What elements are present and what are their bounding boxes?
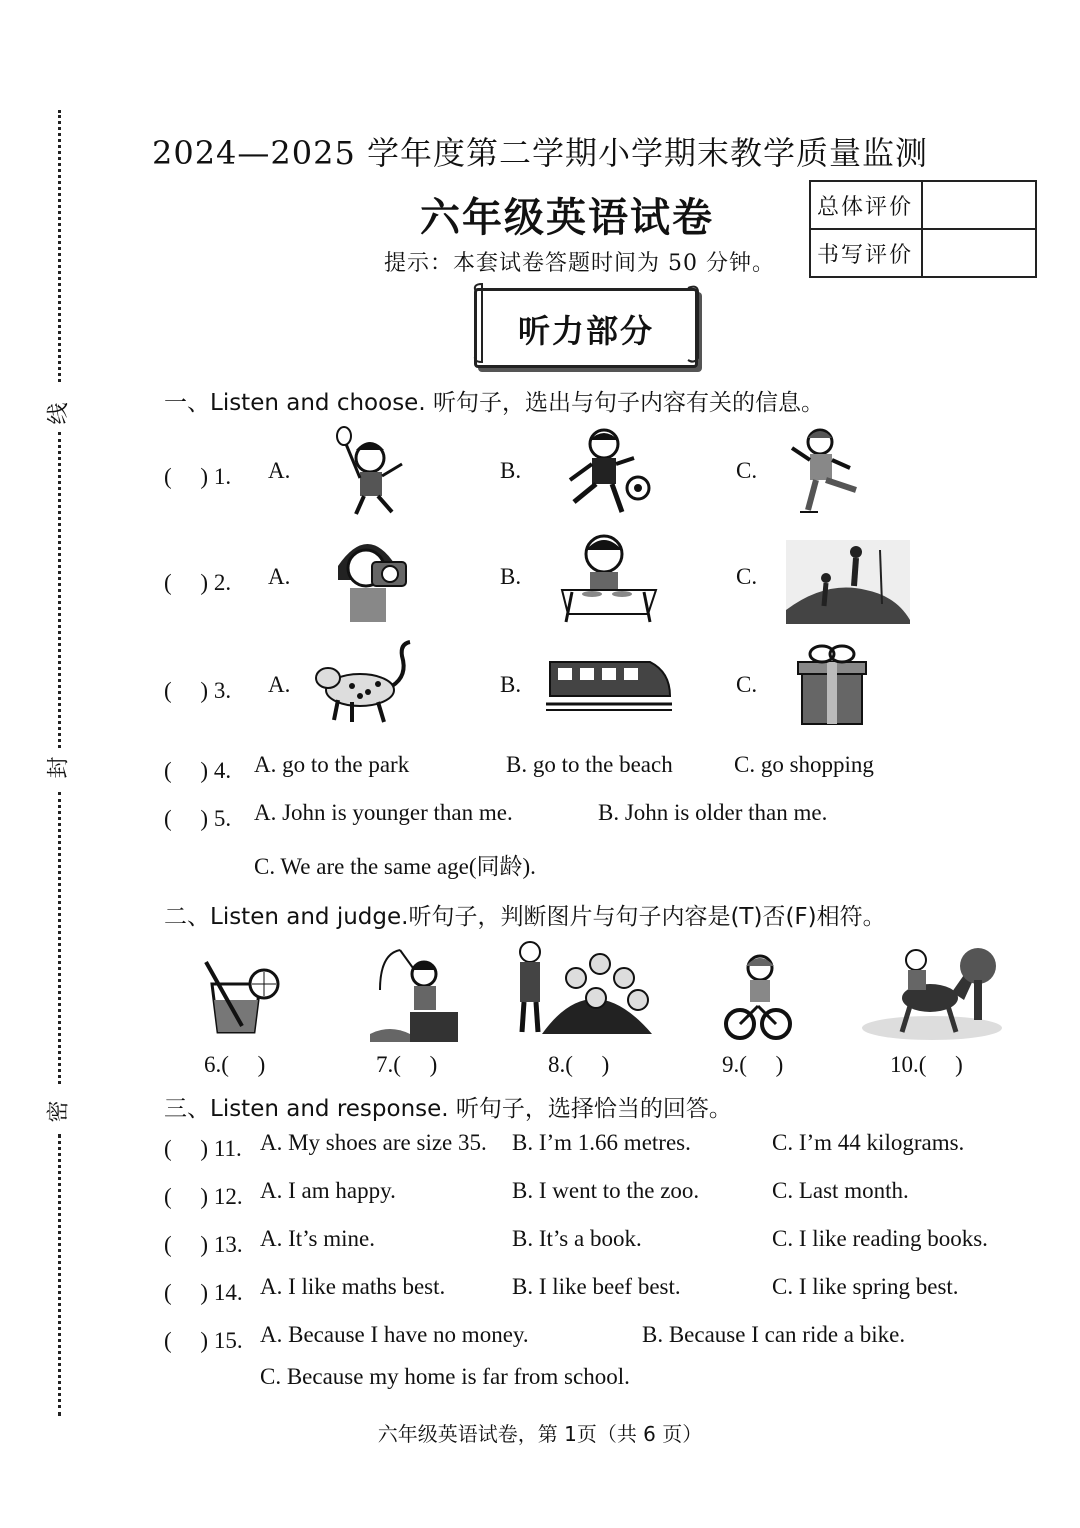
section2-title: 二、Listen and judge.听句子，判断图片与句子内容是(T)否(F)相符。 — [164, 904, 886, 930]
section1-title: 一、Listen and choose. 听句子，选出与句子内容有关的信息。 — [164, 390, 824, 416]
binding-char-feng: 封 — [46, 756, 72, 779]
q14-option-b: B. I like beef best. — [512, 1274, 681, 1299]
q5-option-b: B. John is older than me. — [598, 800, 828, 825]
page-footer: 六年级英语试卷，第 1页（共 6 页） — [377, 1422, 703, 1446]
q12-option-c: C. Last month. — [772, 1178, 909, 1203]
q5-option-c: C. We are the same age(同龄). — [254, 854, 536, 879]
binding-dotted-line — [58, 432, 61, 748]
q4-option-c: C. go shopping — [734, 752, 874, 777]
judge-8-label: 8.( ) — [548, 1052, 610, 1077]
hiking-icon — [786, 540, 910, 624]
q14-option-c: C. I like spring best. — [772, 1274, 959, 1299]
camera-girl-icon — [330, 526, 414, 626]
dining-boy-icon — [552, 532, 660, 624]
exam-subtitle: 六年级英语试卷 — [420, 195, 714, 241]
section3-title: 三、Listen and response. 听句子，选择恰当的回答。 — [164, 1096, 732, 1122]
q4-option-a: A. go to the park — [254, 752, 410, 777]
eval-overall-label: 总体评价 — [810, 181, 922, 229]
q3-option-a: A. — [268, 672, 291, 697]
evaluation-table — [809, 180, 1037, 278]
judge-6-label: 6.( ) — [204, 1052, 266, 1077]
judge-10-label: 10.( ) — [890, 1052, 963, 1077]
q14-option-a: A. I like maths best. — [260, 1274, 446, 1299]
q1-option-c: C. — [736, 458, 758, 483]
q15-option-c: C. Because my home is far from school. — [260, 1364, 630, 1389]
q2-option-c: C. — [736, 564, 758, 589]
q3-option-c: C. — [736, 672, 758, 697]
group-photo-icon — [512, 938, 656, 1034]
q13-number: ( ) 13. — [164, 1232, 243, 1257]
q15-option-a: A. Because I have no money. — [260, 1322, 529, 1347]
eval-writing-box[interactable] — [922, 229, 1036, 277]
time-hint: 提示：本套试卷答题时间为 50 分钟。 — [384, 251, 775, 276]
q15-number: ( ) 15. — [164, 1328, 243, 1353]
fishing-icon — [370, 942, 458, 1044]
q1-option-a: A. — [268, 458, 291, 483]
q2-option-b: B. — [500, 564, 522, 589]
q13-option-c: C. I like reading books. — [772, 1226, 988, 1251]
binding-dotted-line — [58, 792, 61, 1084]
q5-option-a: A. John is younger than me. — [254, 800, 513, 825]
binding-dotted-line — [58, 1134, 61, 1416]
badminton-icon — [332, 424, 412, 518]
binding-char-xian: 线 — [46, 402, 72, 425]
q11-number: ( ) 11. — [164, 1136, 242, 1161]
q13-option-b: B. It’s a book. — [512, 1226, 642, 1251]
q14-number: ( ) 14. — [164, 1280, 243, 1305]
q12-option-a: A. I am happy. — [260, 1178, 396, 1203]
q3-option-b: B. — [500, 672, 522, 697]
q12-number: ( ) 12. — [164, 1184, 243, 1209]
listening-part-title: 听力部分 — [517, 312, 654, 350]
horse-riding-icon — [860, 944, 1004, 1040]
q5-number: ( ) 5. — [164, 806, 232, 831]
bicycle-girl-icon — [724, 952, 792, 1042]
q11-option-a: A. My shoes are size 35. — [260, 1130, 487, 1155]
judge-7-label: 7.( ) — [376, 1052, 438, 1077]
q1-option-b: B. — [500, 458, 522, 483]
q2-option-a: A. — [268, 564, 291, 589]
football-icon — [556, 424, 652, 518]
eval-overall-box[interactable] — [922, 181, 1036, 229]
gift-box-icon — [796, 640, 868, 728]
q1-number: ( ) 1. — [164, 464, 232, 489]
exam-title: 2024—2025 学年度第二学期小学期末教学质量监测 — [151, 134, 929, 172]
ice-skating-icon — [786, 424, 870, 518]
q11-option-c: C. I’m 44 kilograms. — [772, 1130, 965, 1155]
q12-option-b: B. I went to the zoo. — [512, 1178, 700, 1203]
q13-option-a: A. It’s mine. — [260, 1226, 375, 1251]
q2-number: ( ) 2. — [164, 570, 232, 595]
leopard-icon — [312, 640, 416, 726]
q4-number: ( ) 4. — [164, 758, 232, 783]
judge-9-label: 9.( ) — [722, 1052, 784, 1077]
eval-writing-label: 书写评价 — [810, 229, 922, 277]
q15-option-b: B. Because I can ride a bike. — [642, 1322, 906, 1347]
q4-option-b: B. go to the beach — [506, 752, 673, 777]
train-icon — [546, 652, 672, 714]
q3-number: ( ) 3. — [164, 678, 232, 703]
q11-option-b: B. I’m 1.66 metres. — [512, 1130, 691, 1155]
binding-char-mi: 密 — [46, 1100, 72, 1123]
juice-icon — [202, 960, 284, 1036]
